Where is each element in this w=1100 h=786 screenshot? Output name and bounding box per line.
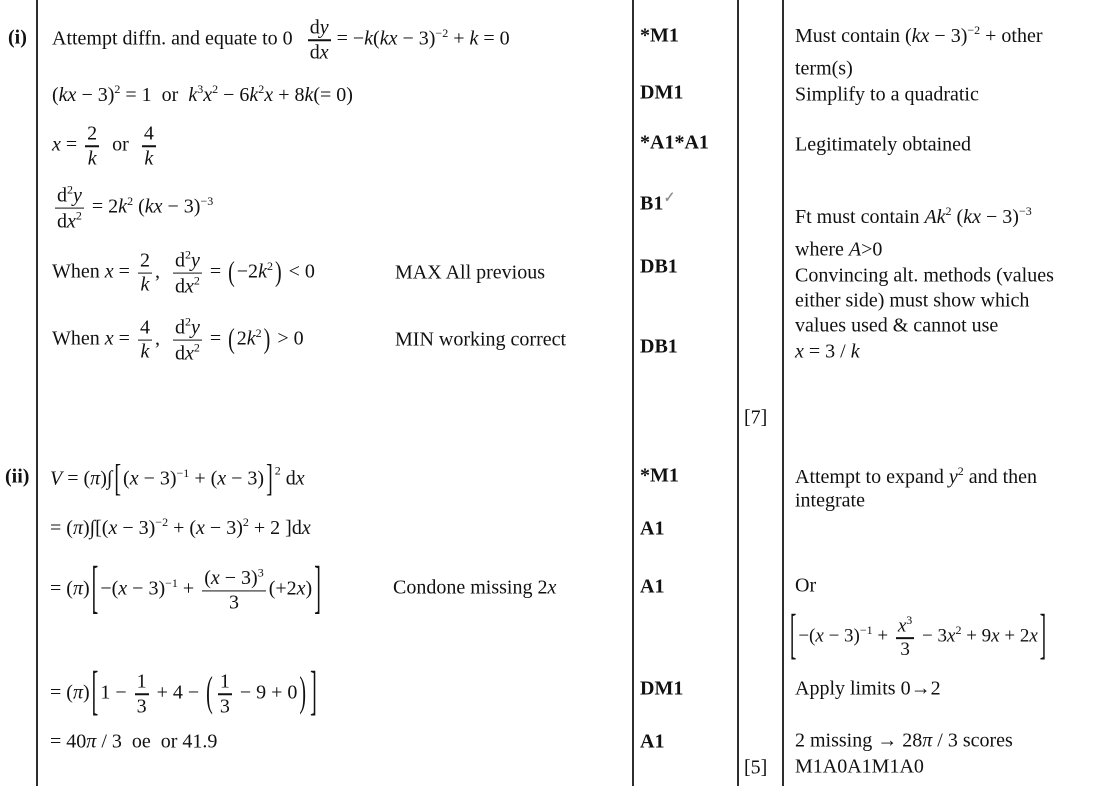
guidance-line: Legitimately obtained <box>795 133 972 156</box>
mark-code: DM1 <box>640 677 684 700</box>
mark-code: A1 <box>640 517 665 540</box>
work-line: = (π) [ 1 − $\frac{1}{3}$ + 4 − ( $\frac{1}{3}$ − 9 + 0 ) ] <box>50 662 317 723</box>
work-line: (kx − 3)$^2$ = 1 or $k^3x^2 - 6k^2x + 8k(= 0)$ <box>52 82 353 106</box>
part-label-i: (i) <box>8 26 27 49</box>
column-divider <box>36 0 38 786</box>
column-divider <box>632 0 634 786</box>
guidance-line: values used & cannot use <box>795 314 999 337</box>
work-line: = 40π / 3 oe or 41.9 <box>50 730 218 753</box>
guidance-line: Ft must contain Ak$^2$ (kx − 3)$^{-3}$ <box>795 204 1032 228</box>
guidance-line: Or <box>795 574 817 597</box>
guidance-line: M1A0A1M1A0 <box>795 755 924 778</box>
column-divider <box>782 0 784 786</box>
work-line: $\frac{d^2y}{dx^2}$ = $2k^2$ (kx − 3)$^{-3}$ <box>57 182 214 233</box>
work-line: = $(\pi)\int[(x - 3)^{-2} + (x - 3)^2 + 2$ ]dx <box>50 515 311 539</box>
mark-code: *A1*A1 <box>640 131 709 154</box>
guidance-line: integrate <box>795 489 865 512</box>
guidance-line: Apply limits 0→2 <box>795 677 941 700</box>
guidance-line: Convincing alt. methods (values <box>795 264 1054 287</box>
guidance-line: where A>0 <box>795 238 883 261</box>
work-line: = (π) [ $-(x - 3)^{-1}$ + $\frac{(x - 3)^3}{3}$ (+2x) ] <box>50 556 321 621</box>
total-marks-part-i: [7] <box>744 406 768 429</box>
mark-code: DM1 <box>640 81 684 104</box>
note-condone: Condone missing 2x <box>393 576 557 599</box>
guidance-line: term(s) <box>795 57 853 80</box>
work-line: V = (π)∫ [ $(x - 3)^{-1} + (x - 3)$ ] $^2$ dx <box>50 458 305 500</box>
guidance-line: Must contain (kx − 3)$^{-2}$ + other <box>795 23 1043 47</box>
total-marks-part-ii: [5] <box>744 756 768 779</box>
note-max: MAX All previous <box>395 261 545 284</box>
work-line: Attempt diffn. and equate to 0 $\frac{dy}{dx}$ = −k(kx − 3)$^{-2}$ + k = 0 <box>52 16 510 63</box>
note-min: MIN working correct <box>395 328 567 351</box>
mark-code: *M1 <box>640 24 679 47</box>
work-line: When x = $\frac{4}{k}$ , $\frac{d^2y}{dx^2}$ = ( $2k^2$ ) > 0 <box>52 314 304 365</box>
ft-tick-icon: ✓ <box>661 188 676 206</box>
mark-code: A1 <box>640 575 665 598</box>
work-line: When x = $\frac{2}{k}$ , $\frac{d^2y}{dx^2}$ = ( $-2k^2$ ) < 0 <box>52 247 315 298</box>
work-line: x = $\frac{2}{k}$ or $\frac{4}{k}$ <box>52 122 154 169</box>
mark-code: *M1 <box>640 464 679 487</box>
guidance-line: [ $-(x - 3)^{-1}$ + $\frac{x^3}{3}$ − $3x^2 + 9x + 2x$ ] <box>790 605 1047 667</box>
mark-code-label: B1 <box>640 192 664 215</box>
mark-code: A1 <box>640 730 665 753</box>
part-label-ii: (ii) <box>5 465 30 488</box>
mark-code: DB1 <box>640 335 678 358</box>
mark-code <box>640 188 676 216</box>
guidance-line: either side) must show which <box>795 289 1030 312</box>
guidance-line: Attempt to expand $y^2$ and then <box>795 464 1038 488</box>
guidance-line: Simplify to a quadratic <box>795 83 979 106</box>
guidance-line: 2 missing → 28π / 3 scores <box>795 729 1013 752</box>
column-divider <box>737 0 739 786</box>
mark-code: DB1 <box>640 255 678 278</box>
guidance-line: x = 3 / k <box>795 340 860 363</box>
